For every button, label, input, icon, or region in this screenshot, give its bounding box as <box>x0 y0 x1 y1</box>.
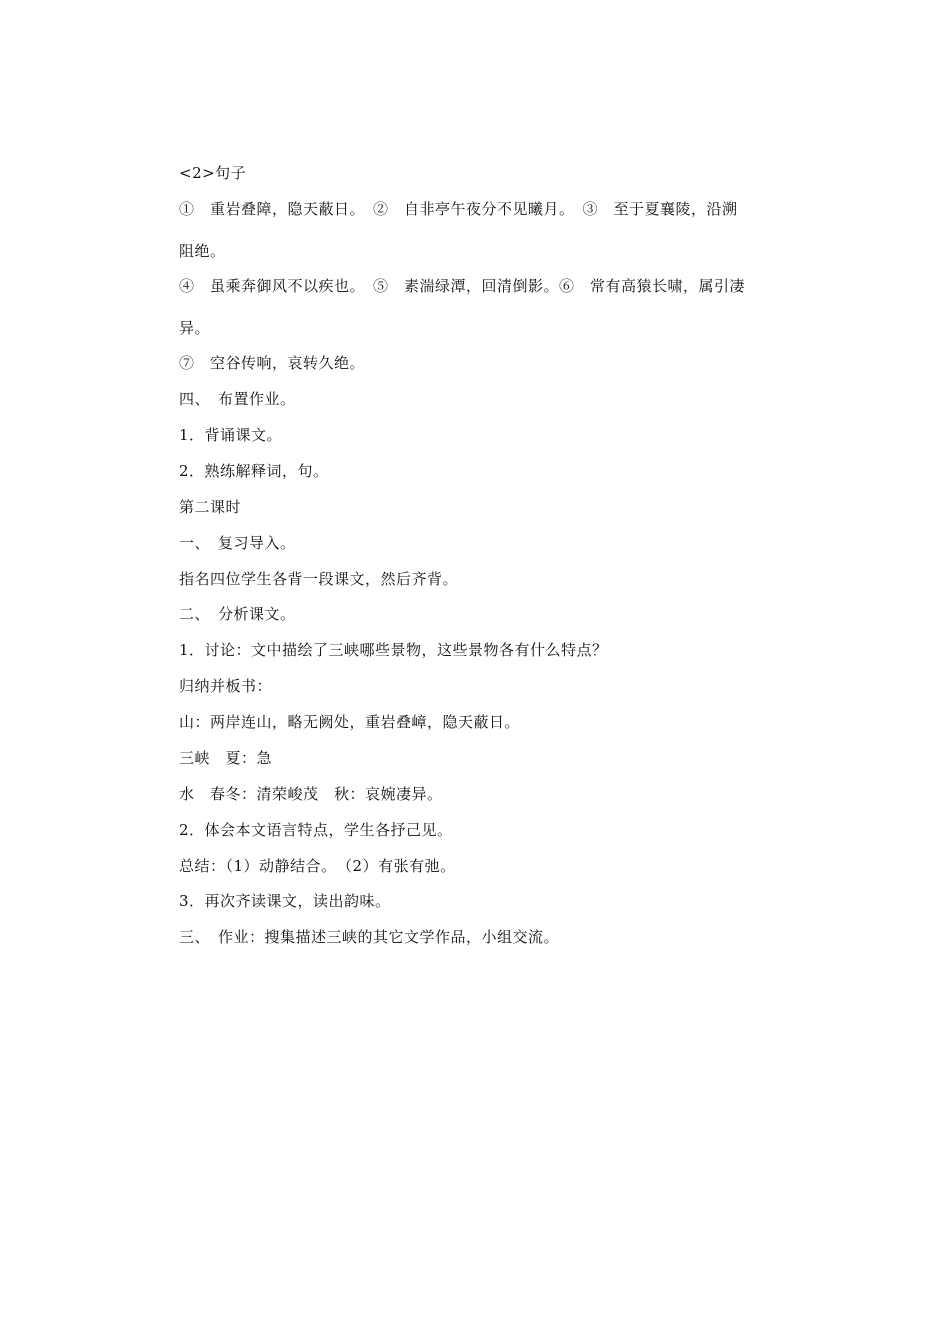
section-heading: 四、 布置作业。 <box>179 390 296 408</box>
list-item: 1．讨论：文中描绘了三峡哪些景物，这些景物各有什么特点？ <box>179 641 608 659</box>
paragraph: 山：两岸连山，略无阙处，重岩叠嶂，隐天蔽日。 <box>179 713 521 731</box>
section-heading: 一、 复习导入。 <box>179 534 296 552</box>
list-item: 2．体会本文语言特点，学生各抒己见。 <box>179 821 453 839</box>
list-item: 1．背诵课文。 <box>179 426 283 444</box>
paragraph: 指名四位学生各背一段课文，然后齐背。 <box>179 570 459 588</box>
paragraph: 总结：（1）动静结合。 （2）有张有弛。 <box>179 857 456 875</box>
sentence-line: 异。 <box>179 319 211 337</box>
sentence-line: ④ 虽乘奔御风不以疾也。 ⑤ 素湍绿潭，回清倒影。⑥ 常有高猿长啸，属引凄 <box>179 277 746 295</box>
sentence-line: 阻绝。 <box>179 242 226 260</box>
list-item: 3．再次齐读课文，读出韵味。 <box>179 892 391 910</box>
list-item: 2．熟练解释词，句。 <box>179 462 329 480</box>
sentence-line: ⑦ 空谷传响，哀转久绝。 <box>179 354 366 372</box>
section-heading: 二、 分析课文。 <box>179 605 296 623</box>
heading-sentences: <2>句子 <box>179 164 247 182</box>
paragraph: 归纳并板书： <box>179 677 273 695</box>
sentence-line: ① 重岩叠障，隐天蔽日。 ② 自非亭午夜分不见曦月。 ③ 至于夏襄陵，沿溯 <box>179 200 738 218</box>
paragraph: 水 春冬：清荣峻茂 秋：哀婉凄异。 <box>179 785 443 803</box>
section-heading: 三、 作业：搜集描述三峡的其它文学作品，小组交流。 <box>179 928 560 946</box>
paragraph: 三峡 夏：急 <box>179 749 273 767</box>
lesson-heading: 第二课时 <box>179 498 242 516</box>
